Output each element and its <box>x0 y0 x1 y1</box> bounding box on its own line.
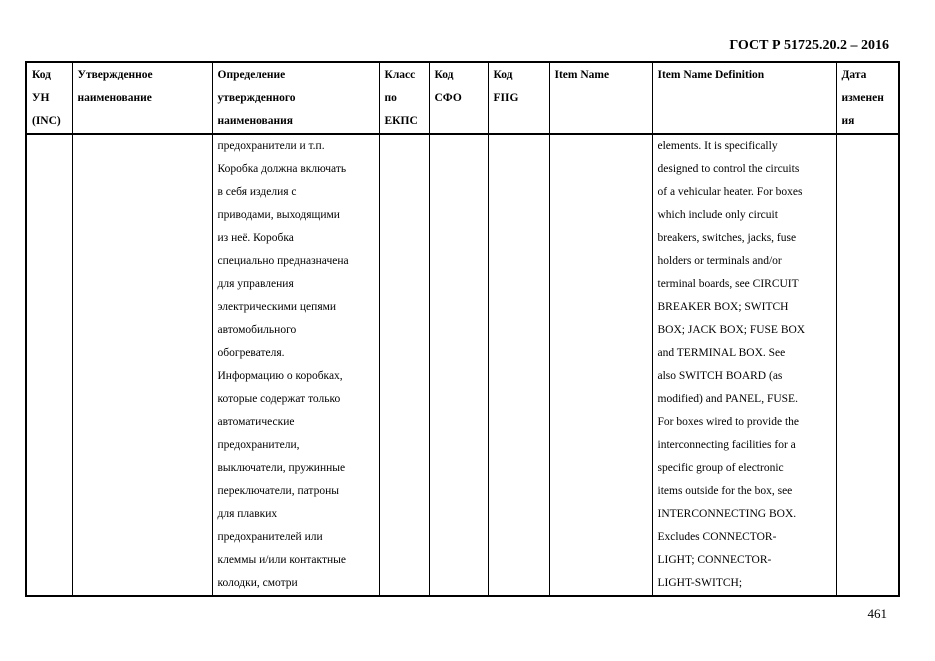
table-row <box>26 134 899 596</box>
text-line: электрическими цепями <box>217 301 337 313</box>
header-code-fiig <box>488 62 549 134</box>
text-line: breakers, switches, jacks, fuse <box>657 232 797 244</box>
text-line: elements. It is specifically <box>657 140 778 152</box>
header-approved-name <box>72 62 212 134</box>
cell-code-fiig <box>488 134 549 596</box>
text-line: LIGHT; CONNECTOR- <box>657 554 772 566</box>
text-line: terminal boards, see CIRCUIT <box>657 278 799 290</box>
header-inc <box>26 62 72 134</box>
header-line: по <box>384 92 397 104</box>
header-line: утвержденного <box>217 92 296 104</box>
header-line: Код <box>434 69 454 81</box>
header-line: изменен <box>841 92 884 104</box>
text-line: BOX; JACK BOX; FUSE BOX <box>657 324 806 336</box>
cell-inc <box>26 134 72 596</box>
text-line: For boxes wired to provide the <box>657 416 799 428</box>
nomenclature-table <box>25 61 900 597</box>
text-line: предохранителей или <box>217 531 323 543</box>
text-line: specific group of electronic <box>657 462 784 474</box>
cell-code-sfo <box>429 134 488 596</box>
header-line: Код <box>32 69 52 81</box>
header-line: Код <box>493 69 513 81</box>
text-line: клеммы и/или контактные <box>217 554 346 566</box>
text-line: Коробка должна включать <box>217 163 347 175</box>
header-line: наименования <box>217 115 293 127</box>
cell-class-ekps <box>379 134 429 596</box>
header-line: наименование <box>77 92 152 104</box>
header-line: FIIG <box>493 92 519 104</box>
text-line: которые содержат только <box>217 393 341 405</box>
text-line: в себя изделия с <box>217 186 297 198</box>
page-number: 461 <box>867 606 887 621</box>
header-class-ekps <box>379 62 429 134</box>
text-line: автоматические <box>217 416 295 428</box>
text-line: для управления <box>217 278 294 290</box>
header-line: Определение <box>217 69 286 81</box>
text-line: designed to control the circuits <box>657 163 800 175</box>
text-line: items outside for the box, see <box>657 485 793 497</box>
header-line: ЕКПС <box>384 115 418 127</box>
cell-change-date <box>836 134 899 596</box>
text-line: для плавких <box>217 508 278 520</box>
header-line: ия <box>841 115 855 127</box>
text-line: and TERMINAL BOX. See <box>657 347 786 359</box>
header-code-sfo <box>429 62 488 134</box>
text-line: из неё. Коробка <box>217 232 294 244</box>
header-definition <box>212 62 379 134</box>
text-line: предохранители, <box>217 439 300 451</box>
text-line: Информацию о коробках, <box>217 370 343 382</box>
cell-definition-en <box>652 134 836 596</box>
text-line: выключатели, пружинные <box>217 462 346 474</box>
header-item-name <box>549 62 652 134</box>
header-line: Item Name <box>554 69 610 81</box>
text-line: INTERCONNECTING BOX. <box>657 508 797 520</box>
cell-approved-name <box>72 134 212 596</box>
header-item-name-definition <box>652 62 836 134</box>
cell-definition-ru <box>212 134 379 596</box>
table-header-row <box>26 62 899 134</box>
text-line: LIGHT-SWITCH; <box>657 577 743 589</box>
header-line: Дата <box>841 69 867 81</box>
header-line: Item Name Definition <box>657 69 765 81</box>
text-line: колодки, смотри <box>217 577 298 589</box>
text-line: автомобильного <box>217 324 297 336</box>
text-line: modified) and PANEL, FUSE. <box>657 393 798 405</box>
header-change-date <box>836 62 899 134</box>
cell-item-name <box>549 134 652 596</box>
text-line: which include only circuit <box>657 209 778 221</box>
header-line: УН <box>32 92 50 104</box>
text-line: предохранители и т.п. <box>217 140 325 152</box>
text-line: приводами, выходящими <box>217 209 340 221</box>
text-line: специально предназначена <box>217 255 349 267</box>
text-line: holders or terminals and/or <box>657 255 782 267</box>
standard-title: ГОСТ Р 51725.20.2 – 2016 <box>729 38 889 53</box>
text-line: переключатели, патроны <box>217 485 339 497</box>
header-line: СФО <box>434 92 462 104</box>
text-line: Excludes CONNECTOR- <box>657 531 777 543</box>
header-line: (INC) <box>32 115 61 127</box>
header-line: Класс <box>384 69 416 81</box>
text-line: BREAKER BOX; SWITCH <box>657 301 789 313</box>
header-line: Утвержденное <box>77 69 153 81</box>
text-line: interconnecting facilities for a <box>657 439 796 451</box>
text-line: обогревателя. <box>217 347 285 359</box>
text-line: also SWITCH BOARD (as <box>657 370 783 382</box>
text-line: of a vehicular heater. For boxes <box>657 186 803 198</box>
